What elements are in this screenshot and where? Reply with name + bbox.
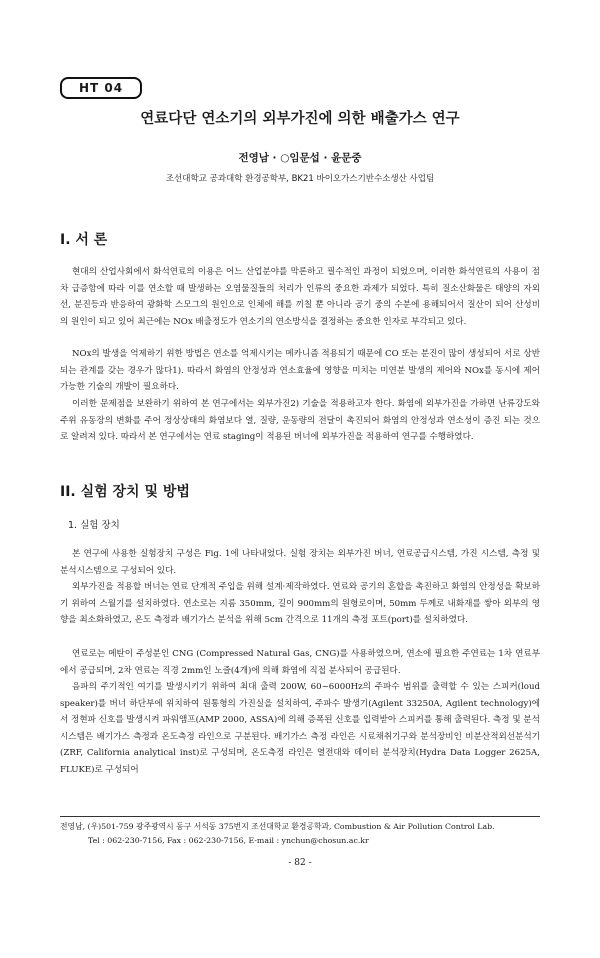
footnote-divider — [60, 816, 540, 817]
paper-code-tag: HT 04 — [60, 77, 142, 99]
methods-paragraph: 외부가진을 적용할 버너는 연료 단계적 주입을 위해 설계·제작하였다. 연료와 공기의 혼합을 촉진하고 화염의 안정성을 확보하기 위하여 스월기를 설치하였다. 연소로는 지름 350mm, 길이 900mm의 원형로이며, 50mm 두께로 내화재를 쌓아 외부의 영향을 최소화하였고, 온도 측정과 배기가스 분석을 위해 5cm 간격으로 11개의 측정 포트(port)를 설치하였다. — [60, 582, 540, 626]
paper-title: 연료다단 연소기의 외부가진에 의한 배출가스 연구 — [140, 111, 460, 127]
methods-paragraph: 연료로는 메탄이 주성분인 CNG (Compressed Natural Gas, CNG)를 사용하였으며, 연소에 필요한 주연료는 1차 연료부에서 공급되며, 2차 연료는 직경 2mm인 노즐(4개)에 의해 화염에 직접 분사되어 공급된다. — [60, 649, 540, 676]
section-heading-introduction: I. 서 론 — [60, 232, 108, 248]
footnote-line: Tel : 062-230-7156, Fax : 062-230-7156, E-mail : ynchun@chosun.ac.kr — [88, 836, 369, 845]
methods-paragraph: 본 연구에 사용한 실험장치 구성은 Fig. 1에 나타내었다. 실험 장치는 외부가진 버너, 연료공급시스템, 가진 시스템, 측정 및 분석시스템으로 구성되어 있다. — [60, 549, 540, 576]
methods-paragraph: 음파의 주기적인 여기를 발생시키기 위하여 최대 출력 200W, 60~6000Hz의 주파수 범위를 출력할 수 있는 스피커(loud speaker)를 버너 하단부에 위치하여 원통형의 가진실을 설치하여, 주파수 발생기(Agilent 33250A, Agilent technology)에서 정현파 신호를 발생시켜 파워앰프(AMP 2000, ASSA)에 의해 증폭된 신호를 입력받아 스피커를 통해 출력된다. 측정 및 분석시스템은 배기가스 측정과 온도측정 라인으로 구분된다. 배기가스 측정 라인은 시료채취기구와 분석장비인 비분산적외선분석기(ZRF, California analytical inst)로 구성되며, 온도측정 라인은 열전대와 데이터 분석장치(Hydra Data Logger 2625A, FLUKE)로 구성되어 — [60, 682, 540, 775]
subsection-heading: 1. 실험 장치 — [68, 520, 120, 531]
authors: 전영남 · ○임문섭 · 윤문중 — [238, 152, 362, 164]
footnote-line: 전영남, (우)501-759 광주광역시 동구 서석동 375번지 조선대학교 환경공학과, Combustion & Air Pollution Control Lab. — [60, 822, 495, 831]
affiliation: 조선대학교 공과대학 환경공학부, BK21 바이오가스기반수소생산 사업팀 — [165, 174, 435, 184]
intro-paragraph: 이러한 문제점을 보완하기 위하여 본 연구에서는 외부가진2) 기술을 적용하고자 한다. 화염에 외부가진을 가하면 난류강도와 주위 유동장의 변화를 주어 정상상태의 화염보다 열, 질량, 운동량의 전달이 촉진되어 화염의 안정성과 연소성이 증진 되는 것으로 알려져 있다. 따라서 본 연구에서는 연료 staging이 적용된 버너에 외부가진을 적용하여 연구를 수행하였다. — [60, 399, 540, 443]
intro-paragraph: 현대의 산업사회에서 화석연료의 이용은 어느 산업분야를 막론하고 필수적인 과정이 되었으며, 이러한 화석연료의 사용이 점차 급증함에 따라 이를 연소할 때 발생하는 오염물질들의 처리가 인류의 중요한 과제가 되었다. 특히 질소산화물은 태양의 자외선, 분진등과 반응하여 광화학 스모그의 원인으로 인체에 해를 끼칠 뿐 아니라 공기 중의 수분에 용해되어서 질산이 되어 산성비의 원인이 되고 있어 최근에는 NOx 배출정도가 연소기의 연소방식을 결정하는 중요한 인자로 부각되고 있다. — [60, 267, 540, 327]
section-heading-methods: II. 실험 장치 및 방법 — [60, 484, 190, 500]
footnote — [60, 820, 540, 848]
page-number: - 82 - — [288, 858, 312, 868]
intro-paragraph: NOx의 발생을 억제하기 위한 방법은 연소를 억제시키는 메카니즘 적용되기 때문에 CO 또는 분진이 많이 생성되어 서로 상반되는 관계를 갖는 경우가 많다1). 따라서 화염의 안정성과 연소효율에 영향을 미치는 미연분 발생의 제어와 NOx를 동시에 제어 가능한 기술의 개발이 필요하다. — [60, 349, 540, 393]
